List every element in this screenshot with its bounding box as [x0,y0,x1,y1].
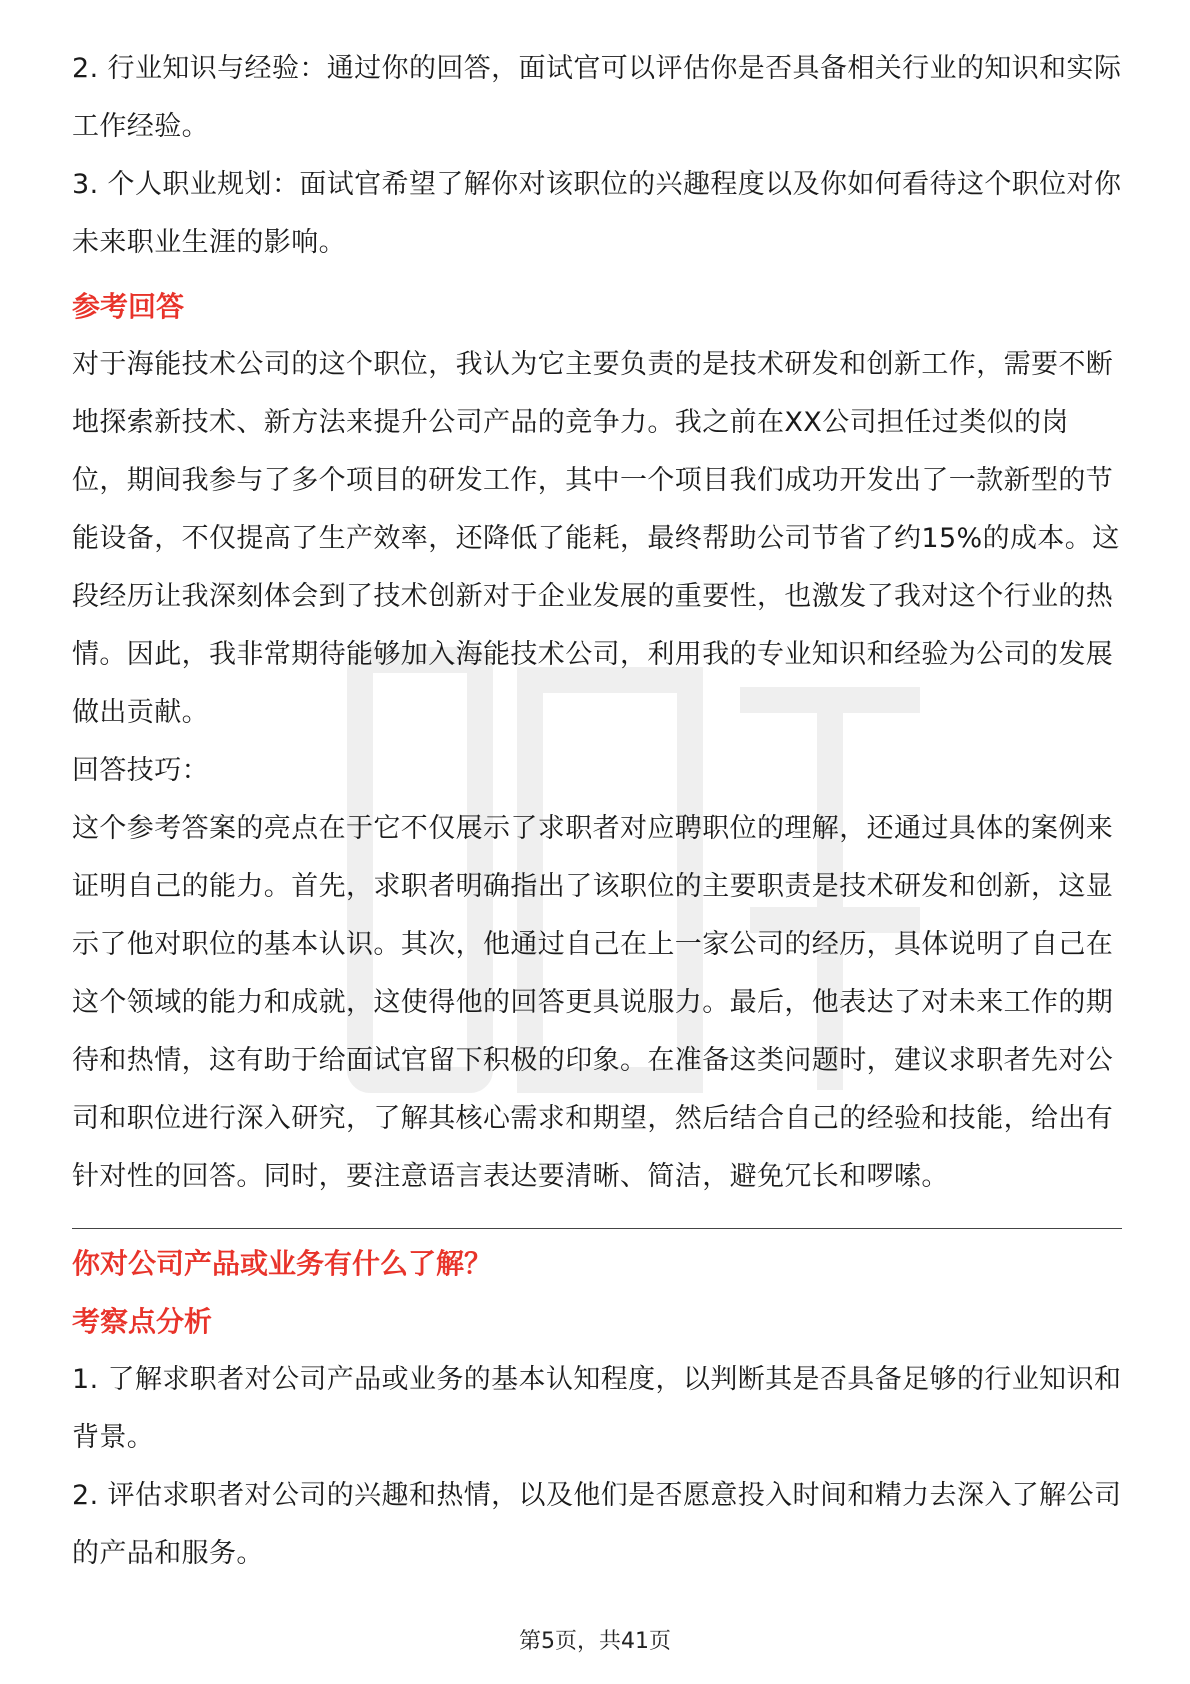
reference-answer-text: 对于海能技术公司的这个职位，我认为它主要负责的是技术研发和创新工作，需要不断地探索新技术、新方法来提升公司产品的竞争力。我之前在XX公司担任过类似的岗位，期间我参与了多个项目的研发工作，其中一个项目我们成功开发出了一款新型的节能设备，不仅提高了生产效率，还降低了能耗，最终帮助公司节省了约15%的成本。这段经历让我深刻体会到了技术创新对于企业发展的重要性，也激发了我对这个行业的热情。因此，我非常期待能够加入海能技术公司，利用我的专业知识和经验为公司的发展做出贡献。 [72,349,1120,728]
analysis-point-2: 2. 评估求职者对公司的兴趣和热情，以及他们是否愿意投入时间和精力去深入了解公司的产品和服务。 [72,1480,1122,1569]
analysis-heading: 考察点分析 [72,1305,213,1338]
question-title: 你对公司产品或业务有什么了解？ [72,1247,493,1280]
page-number: 第5页，共41页 [519,1629,671,1654]
intro-point-3: 3. 个人职业规划：面试官希望了解你对该职位的兴趣程度以及你如何看待这个职位对你未来职业生涯的影响。 [72,169,1122,258]
document-body [72,40,1122,1583]
intro-point-2: 2. 行业知识与经验：通过你的回答，面试官可以评估你是否具备相关行业的知识和实际工作经验。 [72,53,1122,142]
reference-answer-heading: 参考回答 [72,290,185,323]
section-divider [72,1228,1122,1229]
answer-tips-text: 这个参考答案的亮点在于它不仅展示了求职者对应聘职位的理解，还通过具体的案例来证明自己的能力。首先，求职者明确指出了该职位的主要职责是技术研发和创新，这显示了他对职位的基本认识。其次，他通过自己在上一家公司的经历，具体说明了自己在这个领域的能力和成就，这使得他的回答更具说服力。最后，他表达了对未来工作的期待和热情，这有助于给面试官留下积极的印象。在准备这类问题时，建议求职者先对公司和职位进行深入研究，了解其核心需求和期望，然后结合自己的经验和技能，给出有针对性的回答。同时，要注意语言表达要清晰、简洁，避免冗长和啰嗦。 [72,813,1114,1192]
answer-tips-label: 回答技巧： [72,755,209,786]
analysis-point-1: 1. 了解求职者对公司产品或业务的基本认知程度，以判断其是否具备足够的行业知识和背景。 [72,1364,1122,1453]
